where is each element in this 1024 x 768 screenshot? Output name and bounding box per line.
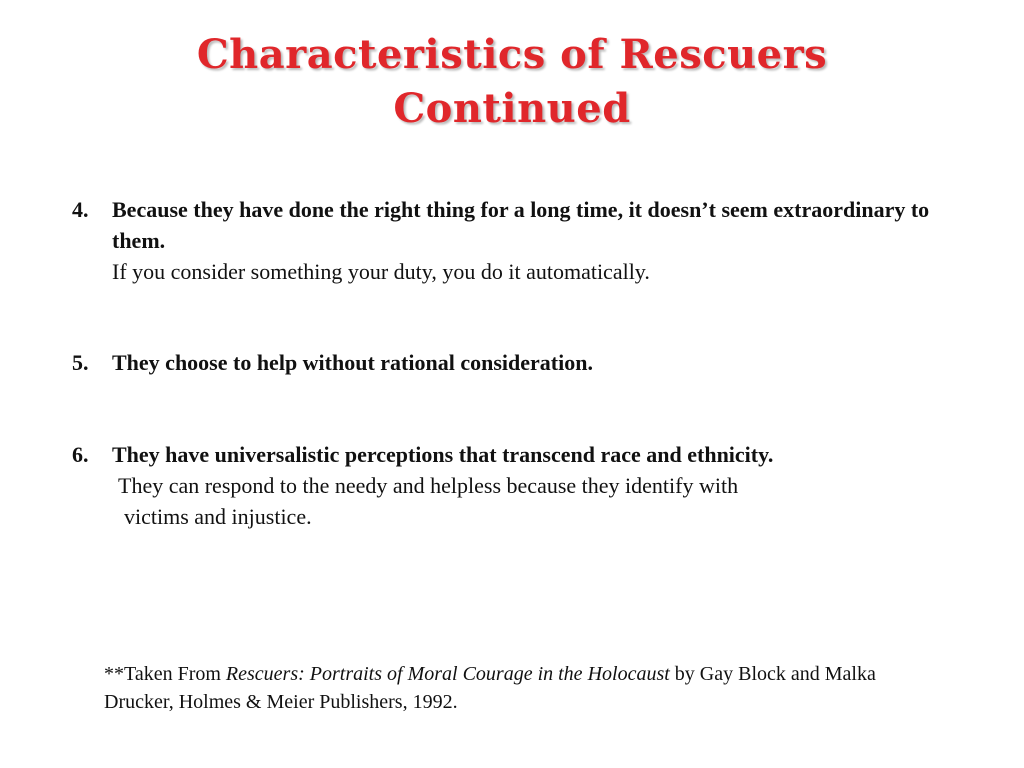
list-item-body [112,439,972,532]
list-item-lead: They have universalistic perceptions that transcend race and ethnicity. [112,442,774,467]
list-item-lead: They choose to help without rational consideration. [112,350,593,375]
list-item-number: 6. [72,442,89,467]
source-footnote [104,660,924,716]
slide-title-line-1: Characteristics of Rescuers [196,31,828,78]
footnote-book-title: Rescuers: Portraits of Moral Courage in the Holocaust [225,663,670,685]
list-item-body [112,347,972,378]
footnote-prefix: **Taken From [104,663,226,685]
footnote-suffix: by Gay Block and Malka Drucker, Holmes & Meier Publishers, 1992. [104,663,876,713]
list-item-lead: Because they have done the right thing for a long time, it doesn’t seem extraordinary to them. [112,197,930,253]
list-item-detail: If you consider something your duty, you do it automatically. [112,259,650,284]
list-item-body [112,194,972,287]
list-item-number: 5. [72,350,89,375]
list-item-5 [72,347,972,378]
slide-title [0,28,1024,136]
list-item-detail-line-2: victims and injustice. [124,504,312,529]
list-item-6 [72,439,972,532]
list-item-number: 4. [72,197,89,222]
list-item-4 [72,194,972,287]
list-item-detail-line-1: They can respond to the needy and helpless because they identify with [118,473,739,498]
slide-title-line-2: Continued [393,85,631,132]
